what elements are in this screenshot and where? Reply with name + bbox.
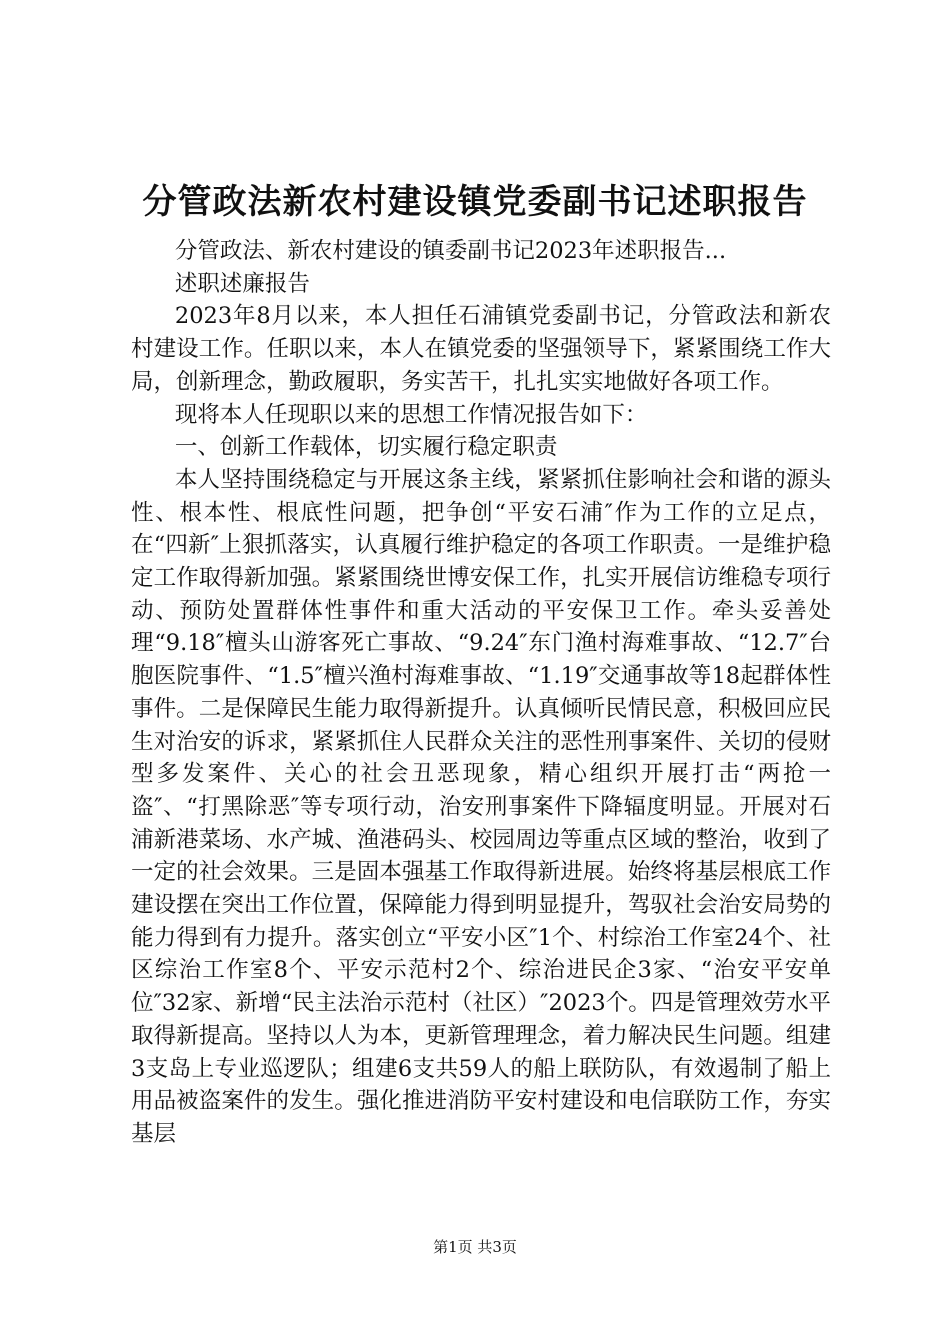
paragraph-intro: 2023年8月以来，本人担任石浦镇党委副书记，分管政法和新农村建设工作。任职以来，本人在镇党委的坚强领导下，紧紧围绕工作大局，创新理念，勤政履职，务实苦干，扎扎实实地做好各项工作。 [131, 303, 831, 395]
document-body [131, 235, 831, 1151]
document-subtitle: 分管政法、新农村建设的镇委副书记2023年述职报告... [174, 238, 727, 264]
paragraph-report-lead: 现将本人任现职以来的思想工作情况报告如下： [174, 401, 648, 428]
document-subheading: 述职述廉报告 [174, 270, 310, 297]
page-footer: 第1页 共3页 [433, 1238, 517, 1256]
section-heading-1: 一、创新工作载体，切实履行稳定职责 [174, 434, 558, 461]
paragraph-section-1-body: 本人坚持围绕稳定与开展这条主线，紧紧抓住影响社会和谐的源头性、根本性、根底性问题，把争创“平安石浦″作为工作的立足点，在“四新″上狠抓落实，认真履行维护稳定的各项工作职责。一是维护稳定工作取得新加强。紧紧围绕世博安保工作，扎实开展信访维稳专项行动、预防处置群体性事件和重大活动的平安保卫工作。牵头妥善处理“9.18″檀头山游客死亡事故、“9.24″东门渔村海难事故、“12.7″台胞医院事件、“1.5″檀兴渔村海难事故、“1.19″交通事故等18起群体性事件。二是保障民生能力取得新提升。认真倾听民情民意，积极回应民生对治安的诉求，紧紧抓住人民群众关注的恶性刑事案件、关切的侵财型多发案件、关心的社会丑恶现象，精心组织开展打击“两抢一盗″、“打黑除恶″等专项行动，治安刑事案件下降辐度明显。开展对石浦新港菜场、水产城、渔港码头、校园周边等重点区域的整治，收到了一定的社会效果。三是固本强基工作取得新进展。始终将基层根底工作建设摆在突出工作位置，保障能力得到明显提升，驾驭社会治安局势的能力得到有力提升。落实创立“平安小区″1个、村综治工作室24个、社区综治工作室8个、平安示范村2个、综治进民企3家、“治安平安单位″32家、新增“民主法治示范村（社区）″2023个。四是管理效劳水平取得新提高。坚持以人为本，更新管理理念，着力解决民生问题。组建3支岛上专业巡逻队；组建6支共59人的船上联防队，有效遏制了船上用品被盗案件的发生。强化推进消防平安村建设和电信联防工作，夯实基层 [131, 466, 831, 1147]
page-title: 分管政法新农村建设镇党委副书记述职报告 [142, 182, 808, 222]
